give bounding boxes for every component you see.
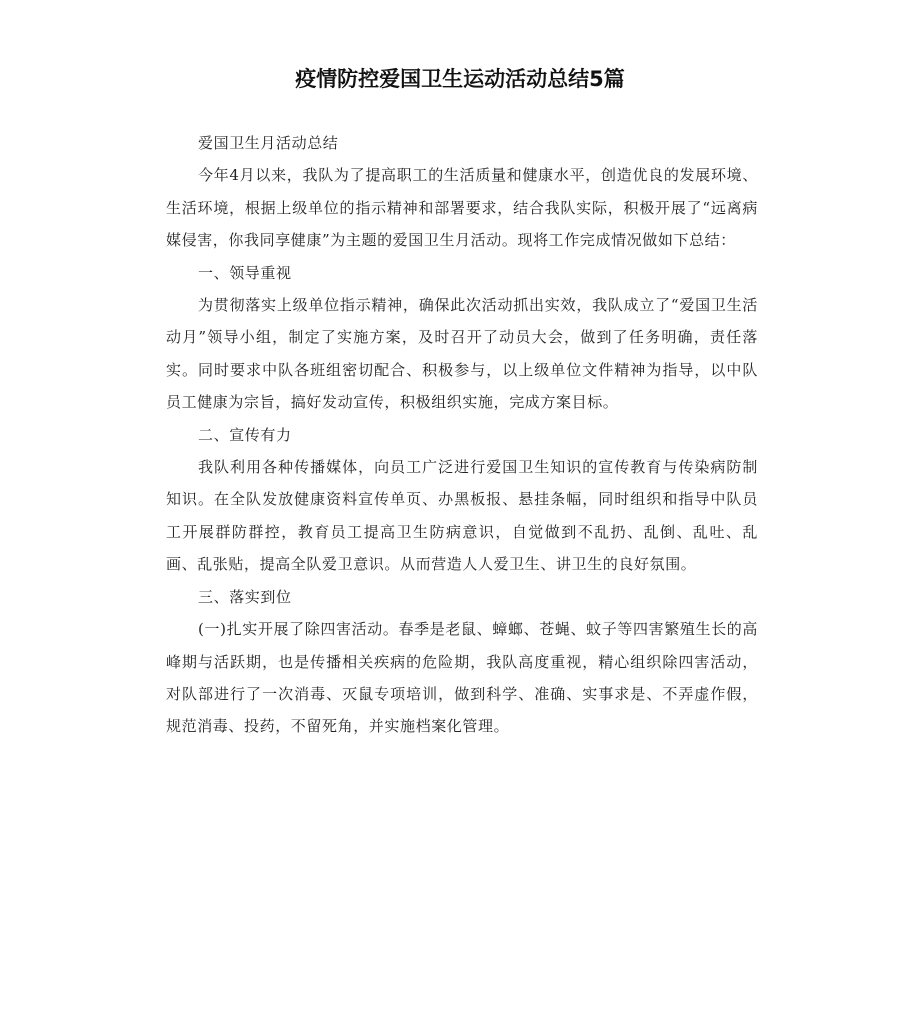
implementation-paragraph: (一)扎实开展了除四害活动。春季是老鼠、蟑螂、苍蝇、蚊子等四害繁殖生长的高峰期与活跃期，也是传播相关疾病的危险期，我队高度重视，精心组织除四害活动，对队部进行了一次消毒、灭鼠专项培训，做到科学、准确、实事求是、不弄虚作假，规范消毒、投药，不留死角，并实施档案化管理。 [166, 620, 758, 736]
publicity-paragraph: 我队利用各种传播媒体，向员工广泛进行爱国卫生知识的宣传教育与传染病防制知识。在全队发放健康资料宣传单页、办黑板报、悬挂条幅，同时组织和指导中队员工开展群防群控，教育员工提高卫生防病意识，自觉做到不乱扔、乱倒、乱吐、乱画、乱张贴，提高全队爱卫意识。从而营造人人爱卫生、讲卫生的良好氛围。 [166, 458, 758, 574]
intro-paragraph: 今年4月以来，我队为了提高职工的生活质量和健康水平，创造优良的发展环境、生活环境，根据上级单位的指示精神和部署要求，结合我队实际，积极开展了“远离病媒侵害，你我同享健康”为主题的爱国卫生月活动。现将工作完成情况做如下总结： [166, 166, 758, 250]
section-heading-leadership: 一、领导重视 [198, 263, 292, 282]
section-heading-summary: 爱国卫生月活动总结 [198, 134, 339, 152]
document-body [166, 127, 758, 743]
leadership-paragraph: 为贯彻落实上级单位指示精神，确保此次活动抓出实效，我队成立了“爱国卫生活动月”领导小组，制定了实施方案，及时召开了动员大会，做到了任务明确，责任落实。同时要求中队各班组密切配合、积极参与，以上级单位文件精神为指导，以中队员工健康为宗旨，搞好发动宣传，积极组织实施，完成方案目标。 [166, 296, 758, 412]
section-heading-publicity: 二、宣传有力 [198, 425, 292, 444]
document-title: 疫情防控爱国卫生运动活动总结5篇 [295, 67, 625, 91]
section-heading-implementation: 三、落实到位 [198, 587, 292, 606]
